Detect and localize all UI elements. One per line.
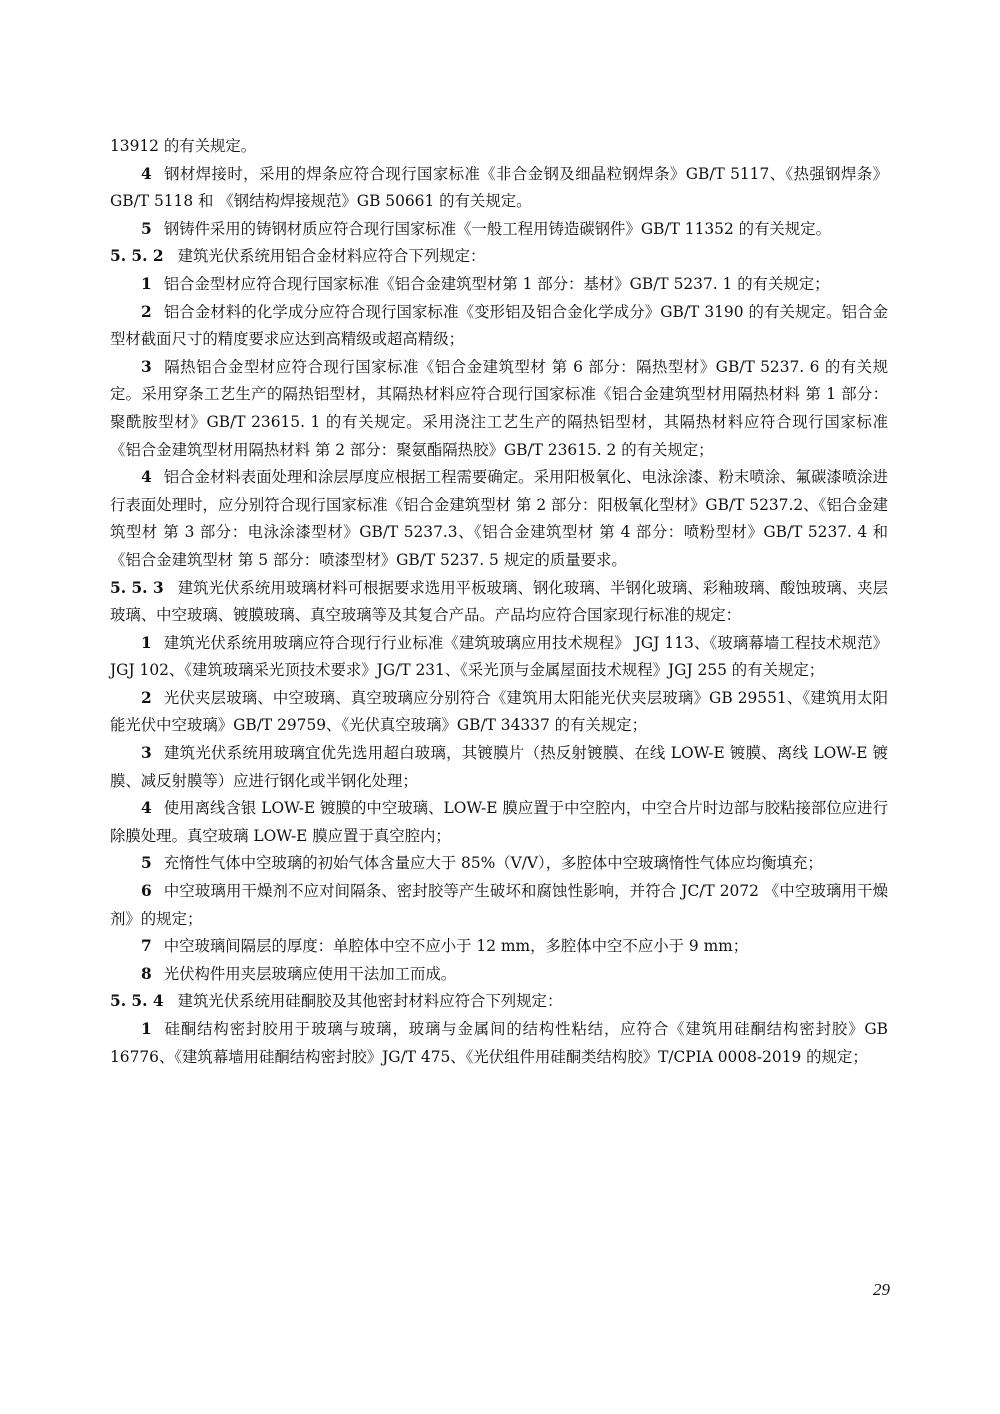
- list-item: [110, 216, 888, 244]
- paragraph-text: 隔热铝合金型材应符合现行国家标准《铝合金建筑型材 第 6 部分：隔热型材》GB/T 5237. 6 的有关规定。采用穿条工艺生产的隔热铝型材，其隔热材料应符合现行国家标准《铝合金建筑型材用隔热材料 第 1 部分：聚酰胺型材》GB/T 23615. 1 的有关规定。采用浇注工艺生产的隔热铝型材，其隔热材料应符合现行国家标准《铝合金建筑型材用隔热材料 第 2 部分：聚氨酯隔热胶》GB/T 23615. 2 的有关规定；: [110, 357, 888, 459]
- paragraph-text: 铝合金材料表面处理和涂层厚度应根据工程需要确定。采用阳极氧化、电泳涂漆、粉末喷涂、氟碳漆喷涂进行表面处理时，应分别符合现行国家标准《铝合金建筑型材 第 2 部分：阳极氧化型材》GB/T 5237.2、《铝合金建筑型材 第 3 部分：电泳涂漆型材》GB/T 5237.3、《铝合金建筑型材 第 4 部分：喷粉型材》GB/T 5237. 4 和《铝合金建筑型材 第 5 部分：喷漆型材》GB/T 5237. 5 规定的质量要求。: [110, 468, 888, 569]
- item-number: 3: [141, 744, 152, 763]
- list-item: [110, 795, 888, 850]
- list-item: [110, 933, 888, 961]
- list-item: [110, 1016, 888, 1071]
- section-paragraph: [110, 243, 888, 271]
- list-item: [110, 271, 888, 299]
- continued-paragraph: [110, 133, 888, 161]
- paragraph-text: 中空玻璃用干燥剂不应对间隔条、密封胶等产生破坏和腐蚀性影响，并符合 JC/T 2072 《中空玻璃用干燥剂》的规定；: [110, 882, 888, 928]
- item-number: 3: [141, 357, 152, 376]
- paragraph-text: 充惰性气体中空玻璃的初始气体含量应大于 85%（V/V），多腔体中空玻璃惰性气体应均衡填充；: [163, 854, 823, 873]
- list-item: [110, 630, 888, 685]
- list-item: [110, 464, 888, 574]
- paragraph-text: 中空玻璃间隔层的厚度：单腔体中空不应小于 12 mm，多腔体中空不应小于 9 mm；: [163, 937, 749, 956]
- item-number: 4: [141, 468, 152, 487]
- body-text: [110, 133, 888, 1071]
- list-item: [110, 961, 888, 989]
- section-paragraph: [110, 988, 888, 1016]
- item-number: 1: [141, 633, 152, 652]
- section-number: 5. 5. 2: [110, 247, 164, 266]
- paragraph-text: 光伏构件用夹层玻璃应使用干法加工而成。: [163, 964, 457, 983]
- paragraph-text: 硅酮结构密封胶用于玻璃与玻璃，玻璃与金属间的结构性粘结，应符合《建筑用硅酮结构密封胶》GB 16776、《建筑幕墙用硅酮结构密封胶》JG/T 475、《光伏组件用硅酮类结构胶》T/CPIA 0008-2019 的规定；: [110, 1020, 888, 1066]
- item-number: 1: [141, 1020, 152, 1038]
- item-number: 4: [141, 164, 152, 183]
- paragraph-text: 钢铸件采用的铸钢材质应符合现行国家标准《一般工程用铸造碳钢件》GB/T 11352 的有关规定。: [163, 219, 831, 238]
- item-number: 5: [141, 854, 152, 873]
- item-number: 2: [141, 688, 152, 707]
- item-number: 4: [141, 799, 152, 818]
- section-number: 5. 5. 4: [110, 992, 164, 1011]
- item-number: 5: [141, 219, 152, 238]
- section-number: 5. 5. 3: [110, 578, 164, 597]
- item-number: 1: [141, 274, 152, 293]
- paragraph-text: 建筑光伏系统用硅酮胶及其他密封材料应符合下列规定：: [177, 992, 563, 1011]
- section-paragraph: [110, 575, 888, 630]
- item-number: 2: [141, 302, 152, 321]
- item-number: 7: [141, 937, 152, 956]
- paragraph-text: 建筑光伏系统用铝合金材料应符合下列规定：: [177, 247, 486, 266]
- paragraph-text: 钢材焊接时，采用的焊条应符合现行国家标准《非合金钢及细晶粒钢焊条》GB/T 5117、《热强钢焊条》GB/T 5118 和 《钢结构焊接规范》GB 50661 的有关规定。: [110, 164, 888, 211]
- paragraph-text: 建筑光伏系统用玻璃宜优先选用超白玻璃，其镀膜片（热反射镀膜、在线 LOW-E 镀膜、离线 LOW-E 镀膜、减反射膜等）应进行钢化或半钢化处理；: [110, 744, 888, 790]
- item-number: 6: [141, 882, 152, 901]
- list-item: [110, 299, 888, 354]
- list-item: [110, 850, 888, 878]
- paragraph-text: 光伏夹层玻璃、中空玻璃、真空玻璃应分别符合《建筑用太阳能光伏夹层玻璃》GB 29551、《建筑用太阳能光伏中空玻璃》GB/T 29759、《光伏真空玻璃》GB/T 34337 的有关规定；: [110, 688, 888, 735]
- item-number: 8: [141, 964, 152, 983]
- paragraph-text: 铝合金型材应符合现行国家标准《铝合金建筑型材第 1 部分：基材》GB/T 5237. 1 的有关规定；: [163, 274, 830, 293]
- list-item: [110, 685, 888, 740]
- paragraph-text: 13912 的有关规定。: [110, 137, 257, 155]
- list-item: [110, 878, 888, 933]
- paragraph-text: 建筑光伏系统用玻璃材料可根据要求选用平板玻璃、钢化玻璃、半钢化玻璃、彩釉玻璃、酸蚀玻璃、夹层玻璃、中空玻璃、镀膜玻璃、真空玻璃等及其复合产品。产品均应符合国家现行标准的规定：: [110, 578, 888, 625]
- paragraph-text: 铝合金材料的化学成分应符合现行国家标准《变形铝及铝合金化学成分》GB/T 3190 的有关规定。铝合金型材截面尺寸的精度要求应达到高精级或超高精级；: [110, 302, 888, 349]
- paragraph-text: 使用离线含银 LOW-E 镀膜的中空玻璃、LOW-E 膜应置于中空腔内，中空合片时边部与胶粘接部位应进行除膜处理。真空玻璃 LOW-E 膜应置于真空腔内；: [110, 799, 888, 845]
- paragraph-text: 建筑光伏系统用玻璃应符合现行行业标准《建筑玻璃应用技术规程》 JGJ 113、《玻璃幕墙工程技术规范》 JGJ 102、《建筑玻璃采光顶技术要求》JG/T 231、《采光顶与金属屋面技术规程》JGJ 255 的有关规定；: [110, 633, 888, 680]
- list-item: [110, 740, 888, 795]
- page-number: 29: [873, 1280, 890, 1299]
- list-item: [110, 354, 888, 464]
- list-item: [110, 161, 888, 216]
